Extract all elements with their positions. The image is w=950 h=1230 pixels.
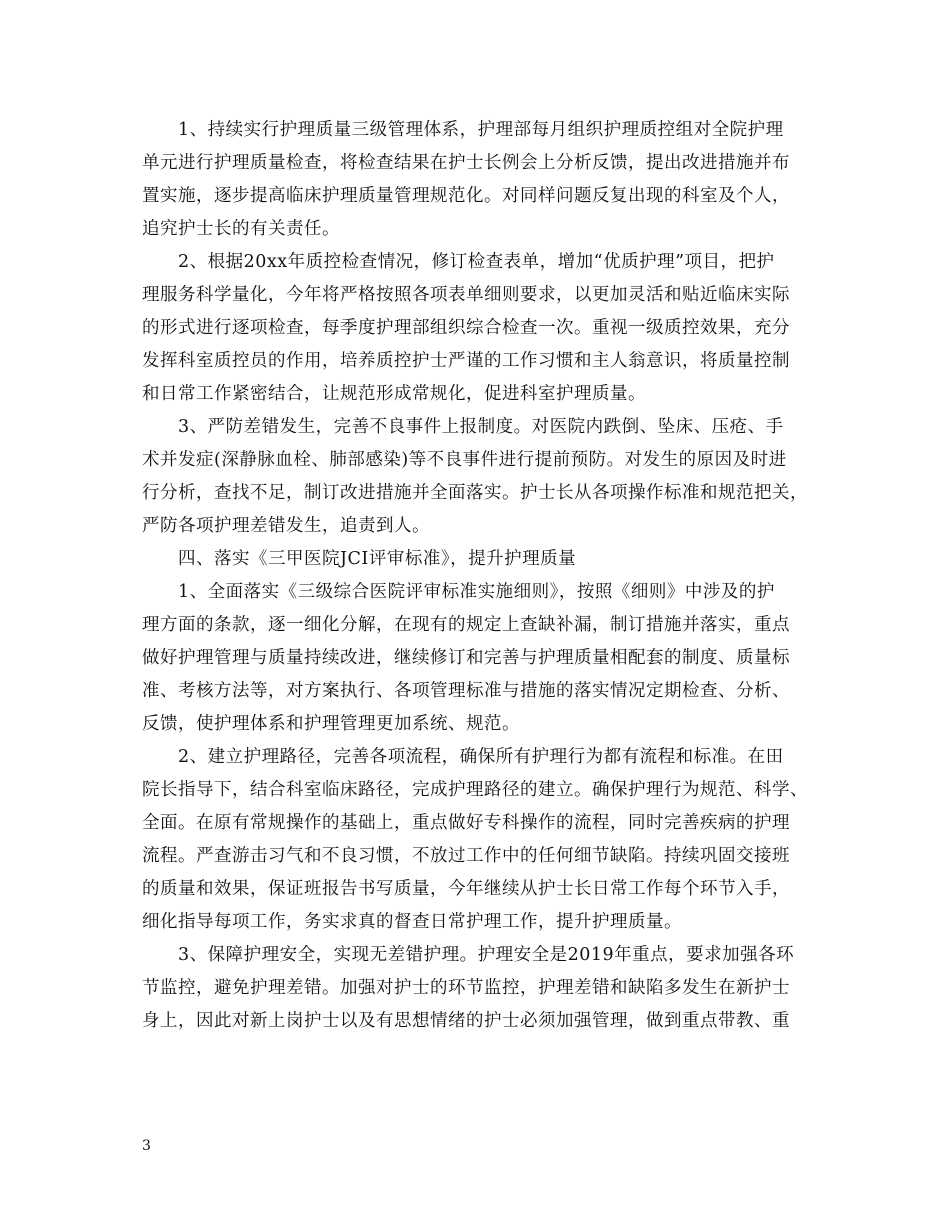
paragraph-line: 术并发症(深静脉血栓、肺部感染)等不良事件进行提前预防。对发生的原因及时进 [142, 450, 787, 470]
paragraph-line: 3、严防差错发生，完善不良事件上报制度。对医院内跌倒、坠床、压疮、手 [178, 417, 784, 437]
page-number: 3 [142, 1138, 151, 1154]
paragraph-line: 理服务科学量化，今年将严格按照各项表单细则要求，以更加灵活和贴近临床实际 [142, 285, 790, 305]
paragraph-line: 单元进行护理质量检查，将检查结果在护士长例会上分析反馈，提出改进措施并布 [142, 153, 790, 173]
paragraph-6 [142, 741, 832, 939]
paragraph-line: 做好护理管理与质量持续改进，继续修订和完善与护理质量相配套的制度、质量标 [142, 648, 790, 668]
paragraph-line: 1、全面落实《三级综合医院评审标准实施细则》，按照《细则》中涉及的护 [178, 582, 775, 602]
document-body [142, 114, 832, 1038]
paragraph-line: 2、根据20xx年质控检查情况，修订检查表单，增加“优质护理”项目，把护 [178, 252, 775, 272]
paragraph-line: 1、持续实行护理质量三级管理体系，护理部每月组织护理质控组对全院护理 [178, 120, 784, 140]
paragraph-line: 和日常工作紧密结合，让规范形成常规化，促进科室护理质量。 [142, 384, 646, 404]
paragraph-line: 3、保障护理安全，实现无差错护理。护理安全是2019年重点，要求加强各环 [178, 945, 795, 965]
paragraph-line: 院长指导下，结合科室临床路径，完成护理路径的建立。确保护理行为规范、科学、 [142, 780, 808, 800]
paragraph-line: 身上，因此对新上岗护士以及有思想情绪的护士必须加强管理，做到重点带教、重 [142, 1011, 790, 1031]
paragraph-line: 全面。在原有常规操作的基础上，重点做好专科操作的流程，同时完善疾病的护理 [142, 813, 790, 833]
paragraph-line: 的质量和效果，保证班报告书写质量，今年继续从护士长日常工作每个环节入手， [142, 879, 790, 899]
paragraph-line: 行分析，查找不足，制订改进措施并全面落实。护士长从各项操作标准和规范把关， [142, 483, 808, 503]
paragraph-line: 的形式进行逐项检查，每季度护理部组织综合检查一次。重视一级质控效果，充分 [142, 318, 790, 338]
paragraph-2 [142, 246, 832, 411]
paragraph-line: 2、建立护理路径，完善各项流程，确保所有护理行为都有流程和标准。在田 [178, 747, 784, 767]
paragraph-line: 理方面的条款，逐一细化分解，在现有的规定上查缺补漏，制订措施并落实，重点 [142, 615, 790, 635]
paragraph-3 [142, 411, 832, 543]
paragraph-line: 严防各项护理差错发生，追责到人。 [142, 516, 430, 536]
paragraph-line: 准、考核方法等，对方案执行、各项管理标准与措施的落实情况定期检查、分析、 [142, 681, 790, 701]
paragraph-line: 反馈，使护理体系和护理管理更加系统、规范。 [142, 714, 520, 734]
section-heading-text: 四、落实《三甲医院JCI评审标准》，提升护理质量 [178, 549, 577, 569]
paragraph-line: 细化指导每项工作，务实求真的督查日常护理工作，提升护理质量。 [142, 912, 682, 932]
paragraph-1 [142, 114, 832, 246]
paragraph-7 [142, 939, 832, 1038]
paragraph-5 [142, 576, 832, 741]
section-heading [142, 543, 832, 576]
paragraph-line: 节监控，避免护理差错。加强对护士的环节监控，护理差错和缺陷多发生在新护士 [142, 978, 790, 998]
paragraph-line: 流程。严查游击习气和不良习惯，不放过工作中的任何细节缺陷。持续巩固交接班 [142, 846, 790, 866]
paragraph-line: 发挥科室质控员的作用，培养质控护士严谨的工作习惯和主人翁意识，将质量控制 [142, 351, 790, 371]
paragraph-line: 追究护士长的有关责任。 [142, 219, 340, 239]
paragraph-line: 置实施，逐步提高临床护理质量管理规范化。对同样问题反复出现的科室及个人， [142, 186, 790, 206]
